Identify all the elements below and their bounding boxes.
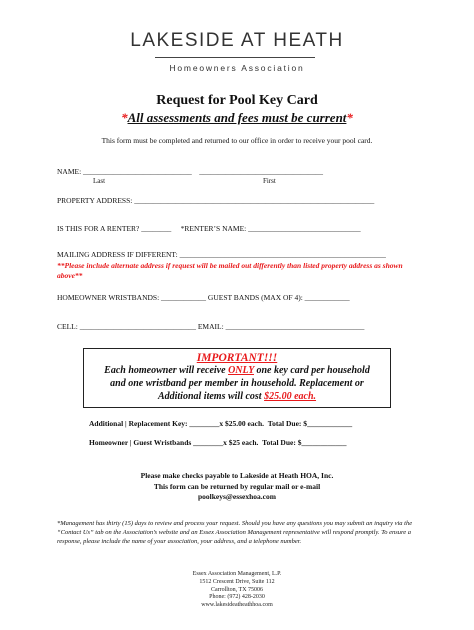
name-label: NAME:: [57, 167, 82, 176]
replacement-key-total-label: Total Due: $: [267, 419, 308, 428]
footer-phone: Phone: (972) 428-2030: [209, 594, 265, 601]
page-title: Request for Pool Key Card: [156, 93, 318, 108]
subtitle-marker-right: *: [346, 110, 353, 125]
mailing-field[interactable]: _______________________________________________________: [179, 250, 386, 259]
logo-divider: [155, 57, 315, 58]
footer-street: 1512 Crescent Drive, Suite 112: [199, 578, 275, 585]
wristbands-fee-total-field[interactable]: ____________: [301, 438, 347, 447]
important-line-2: and one wristband per member in household. Replacement or: [110, 378, 364, 389]
renter-label: IS THIS FOR A RENTER?: [57, 224, 140, 233]
renter-field[interactable]: ________: [141, 224, 172, 233]
wristbands-fee-row: [89, 438, 346, 447]
footer-company: Essex Association Management, L.P.: [192, 571, 282, 577]
important-line-1-end: one key card per household: [253, 365, 370, 376]
name-last-field[interactable]: _____________________________: [83, 167, 192, 176]
wristbands-field[interactable]: ____________: [161, 293, 207, 302]
page-subtitle: [0, 110, 474, 126]
intro-text: This form must be completed and returned to our office in order to receive your pool card.: [101, 136, 373, 145]
name-first-field[interactable]: _________________________________: [199, 167, 324, 176]
payment-line-1: Please make checks payable to Lakeside at Heath HOA, Inc.: [140, 471, 334, 480]
important-line-1: [84, 364, 390, 377]
logo-name: LAKESIDE AT HEATH: [130, 30, 344, 51]
wristbands-fee-total-label: Total Due: $: [262, 438, 302, 447]
payment-email-link[interactable]: poolkeys@essexhoa.com: [197, 492, 277, 501]
mailing-label: MAILING ADDRESS IF DIFFERENT:: [57, 250, 178, 259]
wristbands-row: [57, 293, 350, 302]
wristbands-fee-qty-field[interactable]: ________: [193, 438, 224, 447]
name-first-caption: First: [263, 177, 276, 185]
footer-website-link[interactable]: www.lakesideatheathhoa.com: [201, 602, 273, 609]
renter-name-label: *RENTER’S NAME:: [180, 224, 247, 233]
footer-city: Carrollton, TX 75006: [210, 586, 264, 593]
important-line-1-start: Each homeowner will receive: [104, 365, 229, 376]
property-label: PROPERTY ADDRESS:: [57, 196, 133, 205]
important-only: ONLY: [228, 365, 254, 376]
important-line-3-start: Additional items will cost: [157, 391, 265, 402]
cell-field[interactable]: _______________________________: [79, 322, 196, 331]
mailing-row: [57, 250, 386, 259]
important-line-3: [84, 390, 390, 403]
replacement-key-qty-field[interactable]: ________: [189, 419, 220, 428]
subtitle-marker-left: *: [121, 110, 128, 125]
footnote: *Management has thirty (15) days to review and process your request. Should you have any questions you may submit an inquiry via the “Contact Us” tab on the Association’s website and an Essex Association Management representative will respond promptly. To ensure a response, please include the name of your association, your address, and a telephone number.: [57, 520, 413, 545]
replacement-key-row: [89, 419, 352, 428]
important-notice-box: [83, 348, 391, 408]
email-field[interactable]: _____________________________________: [225, 322, 365, 331]
important-price: $25.00 each.: [264, 391, 317, 402]
logo-tagline: Homeowners Association: [169, 63, 305, 73]
wristbands-fee-rate: x $25 each.: [223, 438, 259, 447]
property-field[interactable]: ________________________________________________________________: [134, 196, 375, 205]
name-last-caption: Last: [93, 177, 106, 185]
mailing-note: **Please include alternate address if request will be mailed out differently than listed property address as shown above**: [57, 261, 403, 280]
renter-row: [57, 224, 361, 233]
replacement-key-total-field[interactable]: ____________: [307, 419, 353, 428]
property-row: [57, 196, 374, 205]
payment-line-2: This form can be returned by regular mail or e-mail: [153, 481, 321, 491]
guest-bands-label: GUEST BANDS (MAX OF 4):: [207, 293, 303, 302]
important-heading: IMPORTANT!!!: [196, 352, 278, 364]
wristbands-fee-label: Homeowner | Guest Wristbands: [89, 438, 192, 447]
contact-row: [57, 322, 364, 331]
footer-address: [0, 571, 474, 610]
subtitle-text: All assessments and fees must be current: [127, 110, 347, 125]
replacement-key-rate: x $25.00 each.: [219, 419, 264, 428]
name-row: [57, 167, 323, 176]
payment-instructions: [0, 471, 474, 503]
renter-name-field[interactable]: ______________________________: [248, 224, 361, 233]
cell-label: CELL:: [57, 322, 78, 331]
guest-bands-field[interactable]: ____________: [304, 293, 350, 302]
email-label: EMAIL:: [197, 322, 224, 331]
wristbands-label: HOMEOWNER WRISTBANDS:: [57, 293, 160, 302]
replacement-key-label: Additional | Replacement Key:: [89, 419, 188, 428]
